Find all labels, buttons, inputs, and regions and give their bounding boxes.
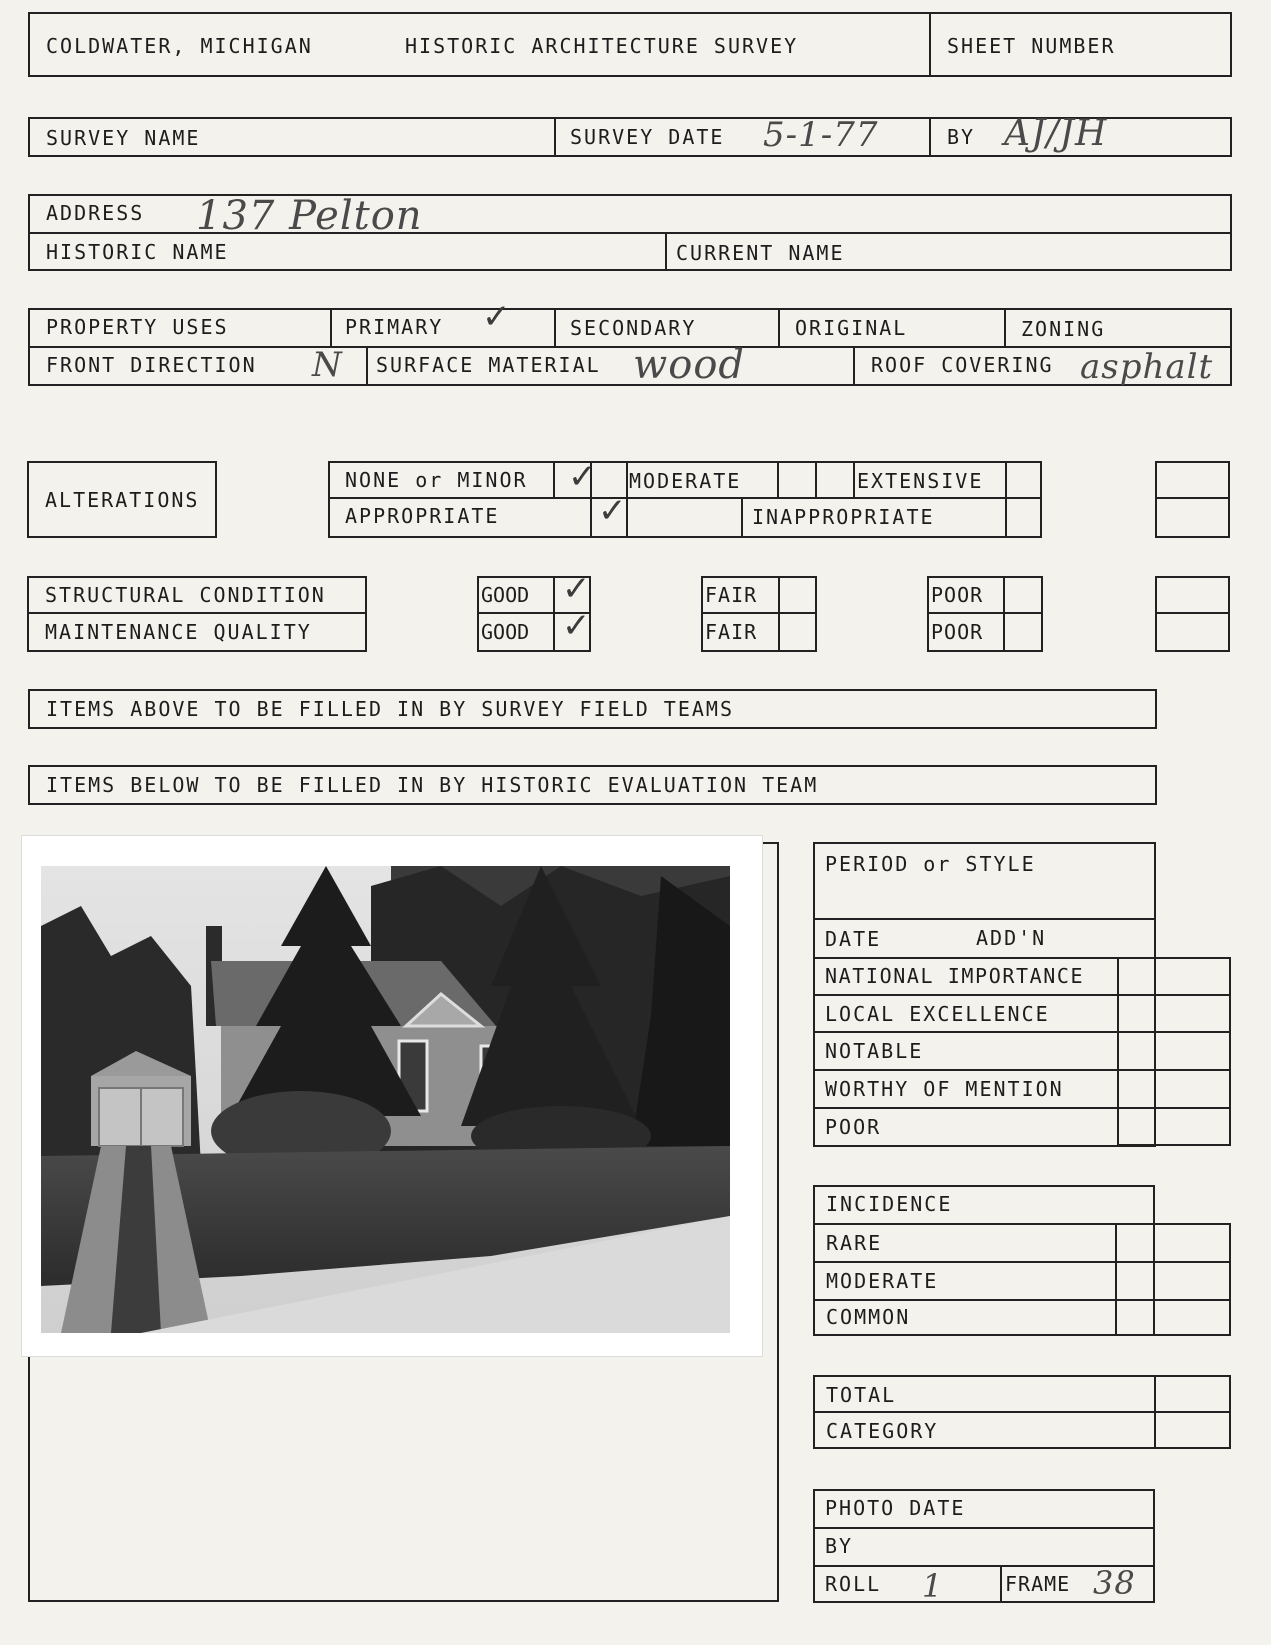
note-above: ITEMS ABOVE TO BE FILLED IN BY SURVEY FIELD TEAMS xyxy=(46,697,735,721)
structural-good-label: GOOD xyxy=(481,583,530,607)
alterations-side-box xyxy=(1155,461,1230,538)
none-minor-label: NONE or MINOR xyxy=(345,468,528,492)
totals-col-divider xyxy=(1154,1375,1156,1449)
condition-side-divider xyxy=(1155,612,1230,614)
note-above-left xyxy=(28,689,30,729)
historic-name-label: HISTORIC NAME xyxy=(46,240,229,264)
alterations-divider-1 xyxy=(553,461,555,497)
condition-side-box xyxy=(1155,576,1230,652)
extensive-label: EXTENSIVE xyxy=(857,469,984,493)
property-divider-5 xyxy=(366,346,368,386)
structural-poor-label: POOR xyxy=(931,583,984,607)
evaluation-row-3 xyxy=(813,994,1231,996)
maintenance-poor-label: POOR xyxy=(931,620,984,644)
date-label: DATE xyxy=(825,927,882,951)
worthy-of-mention-label: WORTHY OF MENTION xyxy=(825,1077,1064,1101)
structural-good-checkmark-icon[interactable]: ✓ xyxy=(562,569,591,609)
survey-row-left xyxy=(28,117,30,157)
total-label: TOTAL xyxy=(826,1383,897,1407)
evaluation-row-2 xyxy=(813,957,1231,959)
survey-row-right xyxy=(1230,117,1232,157)
fair-col-divider xyxy=(778,576,780,652)
photo-date-label: PHOTO DATE xyxy=(825,1496,966,1520)
incidence-row-2 xyxy=(813,1261,1231,1263)
alterations-divider-8 xyxy=(1005,461,1007,538)
note-below-left xyxy=(28,765,30,805)
property-divider-1 xyxy=(330,308,332,346)
secondary-label: SECONDARY xyxy=(570,316,697,340)
incidence-score-col xyxy=(1115,1223,1117,1336)
evaluation-row-5 xyxy=(813,1069,1231,1071)
totals-row-divider xyxy=(813,1411,1231,1413)
survey-name-label: SURVEY NAME xyxy=(46,126,201,150)
address-value[interactable]: 137 Pelton xyxy=(196,193,423,239)
appropriate-label: APPROPRIATE xyxy=(345,504,500,528)
primary-checkmark-icon[interactable]: ✓ xyxy=(482,297,511,337)
note-above-top xyxy=(28,689,1156,691)
alterations-divider-4 xyxy=(777,461,779,497)
survey-by-value[interactable]: AJ/JH xyxy=(1004,113,1108,154)
surface-material-value[interactable]: wood xyxy=(633,342,746,388)
incidence-right-col xyxy=(1229,1223,1231,1336)
note-below: ITEMS BELOW TO BE FILLED IN BY HISTORIC EVALUATION TEAM xyxy=(46,773,819,797)
survey-date-value[interactable]: 5-1-77 xyxy=(763,115,879,155)
common-label: COMMON xyxy=(826,1305,911,1329)
form-title: HISTORIC ARCHITECTURE SURVEY xyxy=(405,34,799,58)
photo-info-col xyxy=(1000,1565,1002,1603)
good-col-divider xyxy=(553,576,555,652)
evaluation-row-7 xyxy=(1117,1144,1231,1146)
maintenance-good-checkmark-icon[interactable]: ✓ xyxy=(562,606,591,646)
photo-area-right xyxy=(777,842,779,1602)
moderate-label: MODERATE xyxy=(629,469,742,493)
category-label: CATEGORY xyxy=(826,1419,939,1443)
property-divider-2 xyxy=(554,308,556,346)
address-label: ADDRESS xyxy=(46,201,145,225)
survey-by-label: BY xyxy=(947,125,976,149)
evaluation-row-1 xyxy=(813,918,1156,920)
period-style-label: PERIOD or STYLE xyxy=(825,852,1036,876)
note-above-right xyxy=(1155,689,1157,729)
property-divider-3 xyxy=(778,308,780,346)
note-below-top xyxy=(28,765,1156,767)
alterations-divider-5 xyxy=(815,461,817,497)
structural-fair-label: FAIR xyxy=(705,583,758,607)
photo-info-row-1 xyxy=(813,1527,1155,1529)
survey-divider-1 xyxy=(554,117,556,157)
photo-by-label: BY xyxy=(825,1534,854,1558)
header-divider xyxy=(929,12,931,77)
property-divider-4 xyxy=(1004,308,1006,346)
national-importance-label: NATIONAL IMPORTANCE xyxy=(825,964,1085,988)
roof-covering-label: ROOF COVERING xyxy=(871,353,1054,377)
rare-label: RARE xyxy=(826,1231,883,1255)
survey-divider-2 xyxy=(929,117,931,157)
survey-date-label: SURVEY DATE xyxy=(570,125,725,149)
alterations-label: ALTERATIONS xyxy=(45,488,200,512)
alterations-side-divider xyxy=(1155,497,1230,499)
note-below-bottom xyxy=(28,803,1156,805)
note-below-right xyxy=(1155,765,1157,805)
structural-condition-label: STRUCTURAL CONDITION xyxy=(45,583,326,607)
property-row-divider xyxy=(28,346,1232,348)
front-direction-label: FRONT DIRECTION xyxy=(46,353,257,377)
incidence-row-4 xyxy=(1115,1334,1231,1336)
fair-row-divider xyxy=(701,612,817,614)
addn-label: ADD'N xyxy=(976,926,1047,950)
evaluation-row-6 xyxy=(813,1107,1231,1109)
evaluation-right-col xyxy=(1229,957,1231,1145)
front-direction-value[interactable]: N xyxy=(312,345,343,385)
maintenance-fair-label: FAIR xyxy=(705,620,758,644)
maintenance-good-label: GOOD xyxy=(481,620,530,644)
city-label: COLDWATER, MICHIGAN xyxy=(46,34,313,58)
roll-label: ROLL xyxy=(825,1572,882,1596)
roll-value[interactable]: 1 xyxy=(922,1567,944,1605)
house-photo-image xyxy=(41,866,730,1333)
name-divider xyxy=(665,232,667,271)
incidence-row-3 xyxy=(813,1299,1231,1301)
none-minor-checkmark-icon[interactable]: ✓ xyxy=(568,457,597,497)
incidence-row-1 xyxy=(813,1223,1231,1225)
appropriate-checkmark-icon[interactable]: ✓ xyxy=(598,491,627,531)
evaluation-poor-label: POOR xyxy=(825,1115,882,1139)
property-divider-6 xyxy=(853,346,855,386)
inappropriate-label: INAPPROPRIATE xyxy=(752,505,935,529)
roof-covering-value[interactable]: asphalt xyxy=(1080,347,1214,387)
house-photograph xyxy=(41,866,730,1333)
original-label: ORIGINAL xyxy=(795,316,908,340)
alterations-row-divider xyxy=(328,497,1042,499)
condition-label-divider xyxy=(27,612,367,614)
maintenance-quality-label: MAINTENANCE QUALITY xyxy=(45,620,312,644)
incidence-moderate-label: MODERATE xyxy=(826,1269,939,1293)
notable-label: NOTABLE xyxy=(825,1039,924,1063)
evaluation-score-col xyxy=(1117,957,1119,1145)
alterations-divider-7 xyxy=(741,497,743,538)
zoning-label: ZONING xyxy=(1021,317,1106,341)
incidence-label: INCIDENCE xyxy=(826,1192,953,1216)
note-above-bottom xyxy=(28,727,1156,729)
frame-value[interactable]: 38 xyxy=(1093,1564,1136,1602)
evaluation-row-4 xyxy=(813,1031,1231,1033)
alterations-divider-6 xyxy=(853,461,855,497)
current-name-label: CURRENT NAME xyxy=(676,241,845,265)
poor-row-divider xyxy=(927,612,1043,614)
local-excellence-label: LOCAL EXCELLENCE xyxy=(825,1002,1050,1026)
primary-label: PRIMARY xyxy=(345,315,444,339)
property-uses-label: PROPERTY USES xyxy=(46,315,229,339)
poor-col-divider xyxy=(1003,576,1005,652)
frame-label: FRAME xyxy=(1005,1572,1071,1596)
survey-row-bottom xyxy=(28,155,1232,157)
photo-area-bottom xyxy=(28,1600,779,1602)
surface-material-label: SURFACE MATERIAL xyxy=(376,353,601,377)
sheet-number-label: SHEET NUMBER xyxy=(947,34,1116,58)
